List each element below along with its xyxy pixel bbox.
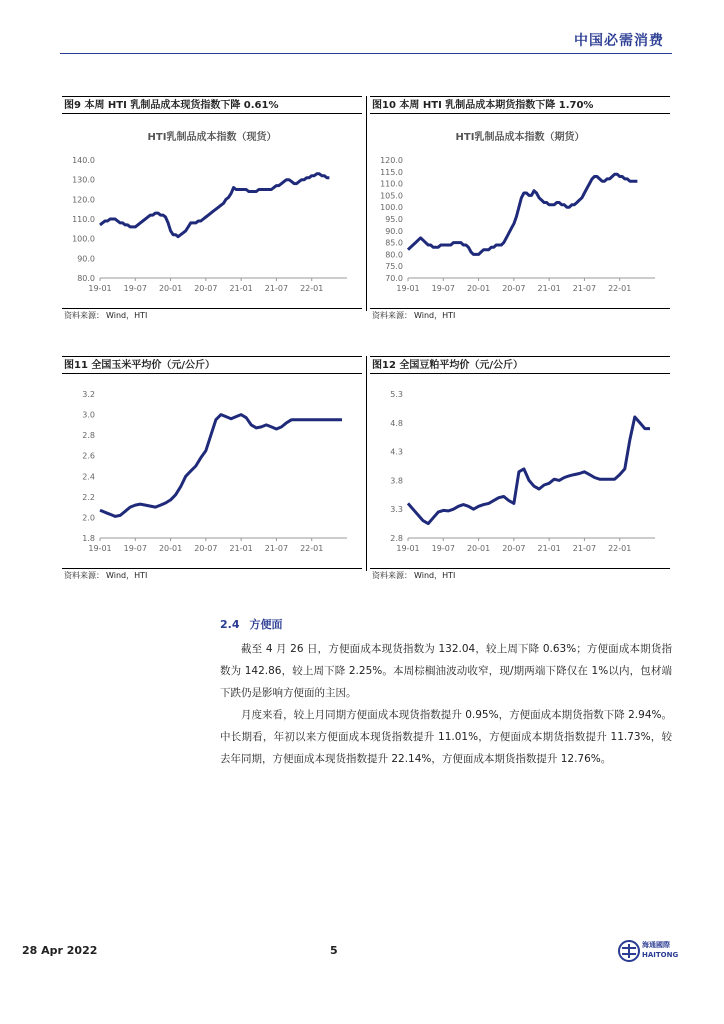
figure-10 bbox=[370, 96, 670, 320]
y-tick-label: 3.2 bbox=[82, 390, 95, 399]
chart-corn-price bbox=[62, 376, 362, 566]
y-tick-label: 1.8 bbox=[82, 534, 95, 543]
x-tick-label: 21-07 bbox=[264, 284, 289, 293]
source-text: Wind，HTI bbox=[106, 571, 148, 580]
x-tick-label: 20-07 bbox=[194, 284, 218, 293]
x-tick-label: 20-07 bbox=[194, 544, 218, 553]
x-tick-label: 22-01 bbox=[608, 544, 632, 553]
x-tick-label: 20-01 bbox=[466, 284, 491, 293]
x-tick-label: 21-07 bbox=[572, 284, 597, 293]
y-tick-label: 80.0 bbox=[77, 274, 95, 283]
figure-column-divider bbox=[366, 356, 367, 571]
y-tick-label: 5.3 bbox=[390, 390, 403, 399]
figure-source bbox=[370, 308, 670, 322]
y-tick-label: 2.4 bbox=[82, 472, 95, 482]
logo-cn-text: 海通國際 bbox=[642, 941, 670, 949]
x-tick-label: 19-07 bbox=[123, 544, 147, 553]
y-tick-label: 3.8 bbox=[390, 476, 403, 486]
y-tick-label: 130.0 bbox=[72, 175, 95, 185]
header-title: 中国必需消费 bbox=[574, 33, 664, 49]
x-tick-label: 19-01 bbox=[88, 544, 112, 553]
y-tick-label: 3.3 bbox=[390, 505, 403, 515]
x-tick-label: 21-01 bbox=[537, 544, 561, 553]
figure-9 bbox=[62, 96, 362, 320]
x-tick-label: 21-07 bbox=[572, 544, 597, 553]
x-tick-label: 20-01 bbox=[466, 544, 491, 553]
section-title: 方便面 bbox=[249, 618, 283, 631]
x-tick-label: 19-01 bbox=[88, 284, 112, 293]
paragraph: 月度来看，较上月同期方便面成本现货指数提升 0.95%，方便面成本期货指数下降 2.94%。中长期看，年初以来方便面成本现货指数提升 11.01%，方便面成本期货指数提升 11.73%，较去年同期，方便面成本现货指数提升 22.14%，方便面成本期货指数提升 12.76%。 bbox=[220, 709, 672, 765]
haitong-logo bbox=[618, 938, 678, 966]
y-tick-label: 2.8 bbox=[82, 431, 95, 441]
series-line bbox=[408, 174, 637, 254]
header-divider bbox=[60, 53, 672, 54]
y-tick-label: 70.0 bbox=[385, 274, 403, 283]
y-tick-label: 110.0 bbox=[72, 215, 95, 224]
series-line bbox=[100, 415, 342, 517]
y-tick-label: 100.0 bbox=[380, 203, 403, 213]
source-label: 资料来源： bbox=[372, 311, 412, 320]
y-tick-label: 95.0 bbox=[385, 215, 403, 224]
figure-column-divider bbox=[366, 96, 367, 311]
y-tick-label: 2.2 bbox=[82, 492, 95, 502]
y-tick-label: 3.0 bbox=[82, 410, 95, 420]
x-tick-label: 21-07 bbox=[264, 544, 289, 553]
x-tick-label: 21-01 bbox=[229, 544, 253, 553]
figure-12 bbox=[370, 356, 670, 580]
x-tick-label: 19-01 bbox=[396, 544, 420, 553]
figure-caption: 图10 本周 HTI 乳制品成本期货指数下降 1.70% bbox=[370, 96, 670, 114]
section-number: 2.4 bbox=[220, 618, 240, 631]
figure-source bbox=[62, 308, 362, 322]
x-tick-label: 22-01 bbox=[300, 284, 324, 293]
x-tick-label: 20-07 bbox=[502, 284, 526, 293]
x-tick-label: 21-01 bbox=[537, 284, 561, 293]
y-tick-label: 85.0 bbox=[385, 238, 403, 248]
y-tick-label: 80.0 bbox=[385, 250, 403, 260]
x-tick-label: 22-01 bbox=[608, 284, 632, 293]
y-tick-label: 90.0 bbox=[77, 254, 95, 264]
figure-source bbox=[370, 568, 670, 582]
x-tick-label: 20-01 bbox=[158, 284, 183, 293]
y-tick-label: 75.0 bbox=[385, 262, 403, 272]
y-tick-label: 120.0 bbox=[380, 156, 403, 165]
source-label: 资料来源： bbox=[372, 571, 412, 580]
x-tick-label: 19-07 bbox=[431, 284, 455, 293]
chart-dairy-spot bbox=[62, 116, 362, 306]
x-tick-label: 22-01 bbox=[300, 544, 324, 553]
x-tick-label: 19-07 bbox=[123, 284, 147, 293]
paragraph: 截至 4 月 26 日，方便面成本现货指数为 132.04，较上周下降 0.63%；方便面成本期货指数为 142.86，较上周下降 2.25%。本周棕榈油波动收窄，现/期两端下降仅在 1%以内，包材端下跌仍是影响方便面的主因。 bbox=[220, 643, 672, 699]
section-heading bbox=[220, 616, 283, 632]
page-number: 5 bbox=[330, 944, 338, 957]
y-tick-label: 4.3 bbox=[390, 447, 403, 457]
y-tick-label: 2.6 bbox=[82, 451, 95, 461]
footer-date: 28 Apr 2022 bbox=[22, 944, 98, 957]
chart-title: HTI乳制品成本指数（期货） bbox=[455, 132, 585, 143]
y-tick-label: 120.0 bbox=[72, 195, 95, 205]
figure-caption: 图12 全国豆粕平均价（元/公斤） bbox=[370, 356, 670, 374]
source-text: Wind，HTI bbox=[414, 311, 456, 320]
y-tick-label: 105.0 bbox=[380, 191, 403, 201]
y-tick-label: 2.0 bbox=[82, 513, 95, 523]
figure-caption: 图11 全国玉米平均价（元/公斤） bbox=[62, 356, 362, 374]
source-text: Wind，HTI bbox=[106, 311, 148, 320]
source-label: 资料来源： bbox=[64, 311, 104, 320]
series-line bbox=[100, 174, 329, 237]
y-tick-label: 110.0 bbox=[380, 179, 403, 189]
source-text: Wind，HTI bbox=[414, 571, 456, 580]
figure-source bbox=[62, 568, 362, 582]
logo-en-text: HAITONG bbox=[642, 951, 679, 959]
source-label: 资料来源： bbox=[64, 571, 104, 580]
x-tick-label: 21-01 bbox=[229, 284, 253, 293]
x-tick-label: 20-07 bbox=[502, 544, 526, 553]
y-tick-label: 140.0 bbox=[72, 156, 95, 165]
y-tick-label: 90.0 bbox=[385, 226, 403, 236]
y-tick-label: 2.8 bbox=[390, 534, 403, 543]
x-tick-label: 19-01 bbox=[396, 284, 420, 293]
chart-dairy-futures bbox=[370, 116, 670, 306]
chart-soymeal-price bbox=[370, 376, 670, 566]
x-tick-label: 20-01 bbox=[158, 544, 183, 553]
y-tick-label: 115.0 bbox=[380, 167, 403, 177]
x-tick-label: 19-07 bbox=[431, 544, 455, 553]
chart-title: HTI乳制品成本指数（现货） bbox=[147, 132, 277, 143]
figure-caption: 图9 本周 HTI 乳制品成本现货指数下降 0.61% bbox=[62, 96, 362, 114]
haitong-logo-icon bbox=[618, 940, 640, 962]
figure-11 bbox=[62, 356, 362, 580]
y-tick-label: 4.8 bbox=[390, 418, 403, 428]
series-line bbox=[408, 417, 650, 524]
y-tick-label: 100.0 bbox=[72, 234, 95, 244]
